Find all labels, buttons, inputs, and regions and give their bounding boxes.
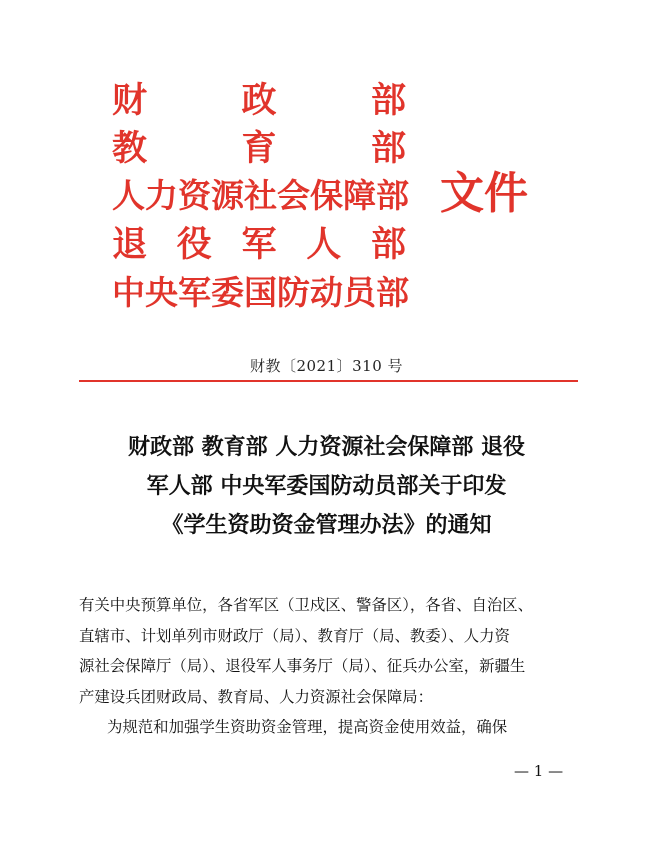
issuer-ministry-of-finance xyxy=(112,80,406,121)
title-line: 财政部 教育部 人力资源社会保障部 退役 xyxy=(128,435,525,460)
title-line: 军人部 中央军委国防动员部关于印发 xyxy=(146,474,507,499)
issuer-char: 育 xyxy=(241,128,277,169)
issuer-ministry-of-education xyxy=(112,128,406,169)
issuer-char: 军 xyxy=(241,224,277,265)
issuer-ministry-of-human-resources: 人力资源社会保障部 xyxy=(112,176,409,215)
document-title xyxy=(0,428,653,545)
document-type-label: 文件 xyxy=(440,168,528,219)
page-number: — 1 — xyxy=(514,762,564,780)
issuer-char: 部 xyxy=(370,128,406,169)
recipients-line: 产建设兵团财政局、教育局、人力资源社会保障局： xyxy=(79,687,433,706)
issuer-char: 役 xyxy=(176,224,212,265)
document-body xyxy=(79,590,579,743)
issuer-national-defense-mobilization: 中央军委国防动员部 xyxy=(112,273,409,312)
issuer-char: 部 xyxy=(370,80,406,121)
recipients-line: 有关中央预算单位，各省军区（卫戍区、警备区），各省、自治区、 xyxy=(79,596,534,614)
issuer-char: 部 xyxy=(370,224,406,265)
issuer-ministry-of-veterans-affairs xyxy=(112,224,406,265)
issuer-char: 教 xyxy=(112,128,148,169)
title-line: 《学生资助资金管理办法》的通知 xyxy=(161,513,492,538)
issuer-char: 政 xyxy=(241,80,277,121)
issuer-char: 财 xyxy=(112,80,148,121)
issuer-char: 人 xyxy=(306,224,342,265)
recipients-line: 直辖市、计划单列市财政厅（局）、教育厅（局、教委）、人力资 xyxy=(79,626,510,645)
document-number: 财教〔2021〕310 号 xyxy=(249,357,404,375)
issuer-char: 退 xyxy=(112,224,148,265)
red-divider-line xyxy=(79,380,578,382)
recipients-line: 源社会保障厅（局）、退役军人事务厅（局）、征兵办公室，新疆生 xyxy=(79,657,526,675)
first-paragraph: 为规范和加强学生资助资金管理，提高资金使用效益，确保 xyxy=(107,718,508,736)
